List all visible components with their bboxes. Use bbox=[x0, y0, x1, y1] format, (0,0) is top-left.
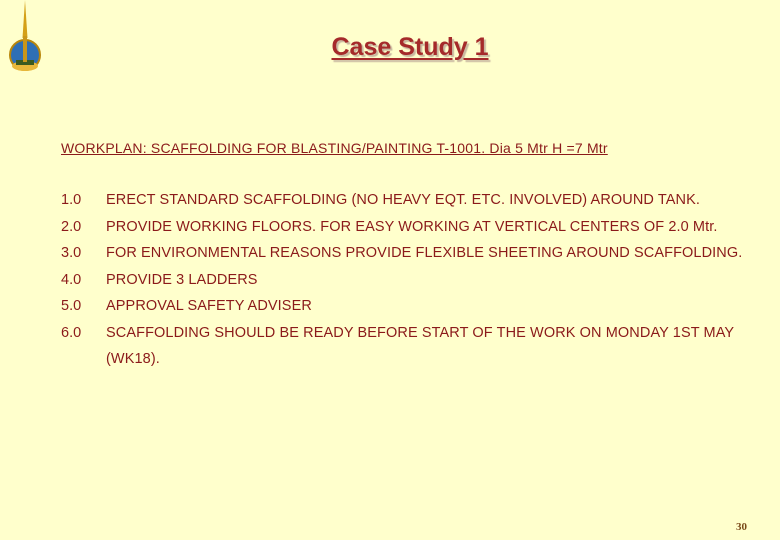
list-item bbox=[61, 293, 751, 320]
workplan-list bbox=[61, 187, 751, 373]
item-number: 2.0 bbox=[61, 218, 82, 235]
list-item bbox=[61, 240, 751, 267]
item-text: APPROVAL SAFETY ADVISER bbox=[106, 298, 312, 314]
list-item bbox=[61, 320, 751, 373]
slide-title: Case Study 1 bbox=[331, 33, 489, 61]
page-number: 30 bbox=[736, 521, 747, 533]
item-number: 3.0 bbox=[61, 245, 82, 261]
item-text: SCAFFOLDING SHOULD BE READY BEFORE START OF THE WORK ON MONDAY 1ST MAY (WK18). bbox=[106, 324, 734, 367]
workplan-heading: WORKPLAN: SCAFFOLDING FOR BLASTING/PAINTING T-1001. Dia 5 Mtr H =7 Mtr bbox=[61, 140, 608, 156]
list-item bbox=[61, 187, 751, 214]
list-item bbox=[61, 214, 751, 241]
item-text: ERECT STANDARD SCAFFOLDING (NO HEAVY EQT. ETC. INVOLVED) AROUND TANK. bbox=[106, 192, 700, 208]
item-text: PROVIDE WORKING FLOORS. FOR EASY WORKING AT VERTICAL CENTERS OF 2.0 Mtr. bbox=[106, 218, 718, 235]
item-number: 1.0 bbox=[61, 192, 82, 208]
item-number: 6.0 bbox=[61, 324, 82, 341]
item-text: FOR ENVIRONMENTAL REASONS PROVIDE FLEXIBLE SHEETING AROUND SCAFFOLDING. bbox=[106, 245, 743, 261]
item-number: 5.0 bbox=[61, 298, 82, 314]
item-text: PROVIDE 3 LADDERS bbox=[106, 271, 258, 288]
list-item bbox=[61, 267, 751, 294]
item-number: 4.0 bbox=[61, 271, 82, 288]
